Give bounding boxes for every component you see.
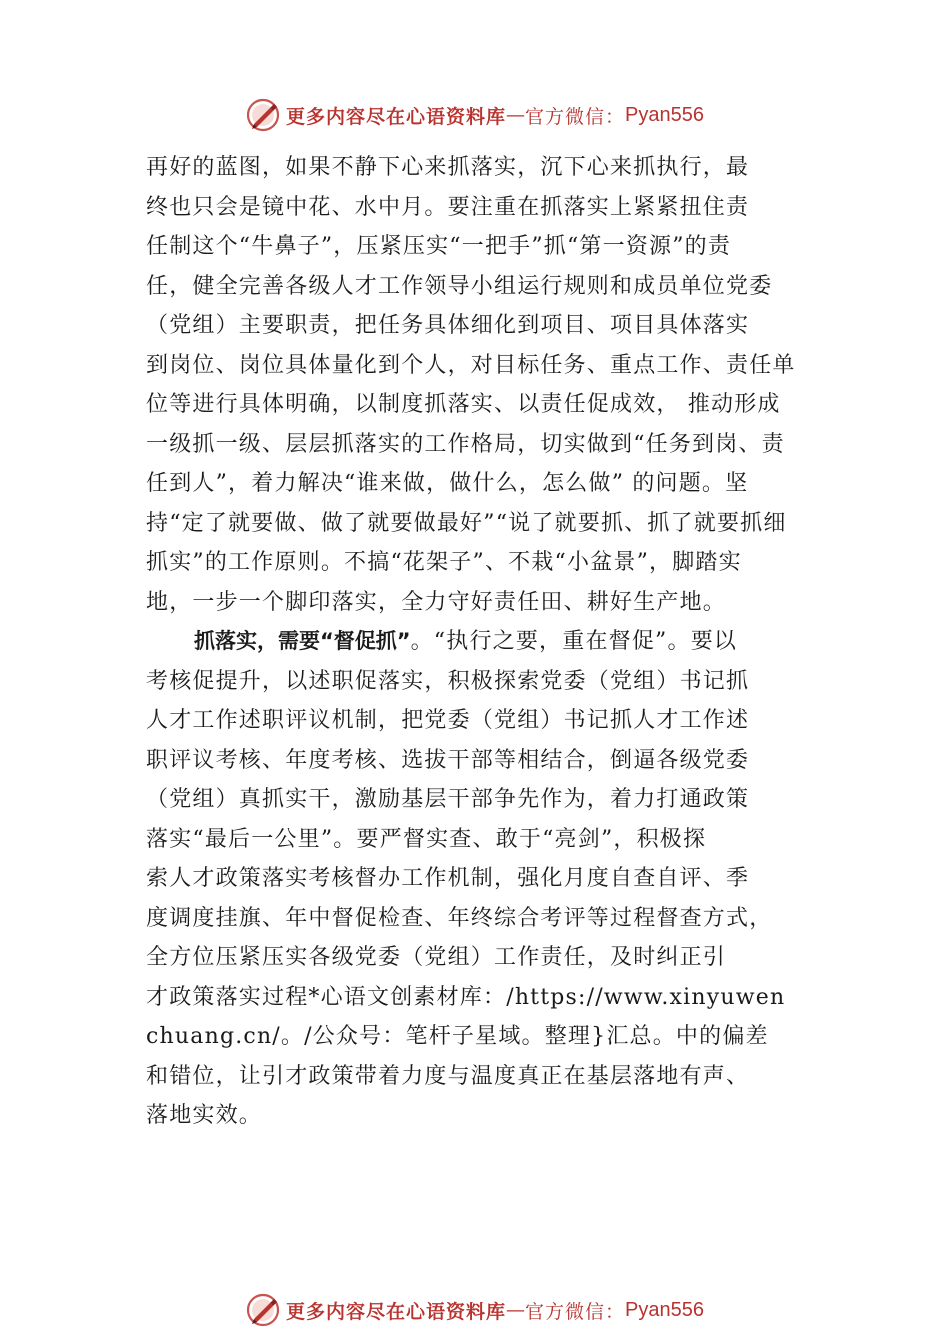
text-line: 任，健全完善各级人才工作领导小组运行规则和成员单位党委	[146, 273, 773, 299]
text-line: 任到人”，着力解决“谁来做，做什么，怎么做” 的问题。坚	[146, 471, 749, 496]
watermark-separator: —	[506, 1299, 526, 1321]
header-watermark	[0, 95, 950, 135]
text-line: 才政策落实过程*心语文创素材库：/https://www.xinyuwen	[146, 984, 786, 1010]
text-line: 终也只会是镜中花、水中月。要注重在抓落实上紧紧扭住责	[146, 194, 750, 220]
text-line: 到岗位、岗位具体量化到个人，对目标任务、重点工作、责任单	[146, 352, 796, 378]
wechat-id: Pyan556	[625, 103, 704, 126]
text-line: （党组）主要职责，把任务具体细化到项目、项目具体落实	[146, 313, 750, 338]
document-body	[146, 148, 826, 1136]
wechat-label: 官方微信：	[525, 1300, 626, 1323]
text-line: 全方位压紧压实各级党委（党组）工作责任，及时纠正引	[146, 945, 727, 970]
text-line: 再好的蓝图，如果不静下心来抓落实，沉下心来抓执行，最	[146, 155, 750, 180]
paragraph-heading-line	[146, 622, 826, 662]
text-line: 一级抓一级、层层抓落实的工作格局，切实做到“任务到岗、责	[146, 431, 785, 457]
text-line: 度调度挂旗、年中督促检查、年终综合考评等过程督查方式，	[146, 905, 773, 931]
paragraph-1	[146, 148, 826, 622]
text-line: 持“定了就要做、做了就要做最好”“说了就要抓、抓了就要抓细	[146, 510, 787, 536]
text-line: 和错位，让引才政策带着力度与温度真正在基层落地有声、	[146, 1063, 750, 1089]
text-line: 抓实”的工作原则。不搞“花架子”、不栽“小盆景”，脚踏实	[146, 550, 742, 575]
heading-continuation: 。“执行之要，重在督促”。要以	[410, 629, 738, 654]
text-line: 索人才政策落实考核督办工作机制，强化月度自查自评、季	[146, 866, 750, 891]
pen-logo-icon	[246, 98, 280, 132]
text-line: 考核促提升，以述职促落实，积极探索党委（党组）书记抓	[146, 668, 750, 694]
watermark-separator: —	[506, 104, 526, 126]
text-line: 任制这个“牛鼻子”，压紧压实“一把手”抓“第一资源”的责	[146, 234, 732, 259]
watermark-text: 更多内容尽在心语资料库	[286, 1300, 507, 1323]
text-line: chuang.cn/。/公众号：笔杆子星域。整理}汇总。中的偏差	[146, 1024, 769, 1049]
watermark-text: 更多内容尽在心语资料库	[286, 105, 507, 128]
text-line: 落实“最后一公里”。要严督实查、敢于“亮剑”，积极探	[146, 826, 707, 852]
paragraph-2	[146, 622, 826, 1136]
pen-logo-icon	[246, 1293, 280, 1327]
text-line: 位等进行具体明确，以制度抓落实、以责任促成效， 推动形成	[146, 392, 781, 417]
footer-watermark	[0, 1290, 950, 1330]
text-line: 人才工作述职评议机制，把党委（党组）书记抓人才工作述	[146, 708, 750, 733]
text-line: 职评议考核、年度考核、选拔干部等相结合，倒逼各级党委	[146, 747, 750, 773]
wechat-label: 官方微信：	[525, 105, 626, 128]
wechat-id: Pyan556	[625, 1298, 704, 1321]
text-line: （党组）真抓实干，激励基层干部争先作为，着力打通政策	[146, 787, 750, 812]
text-line: 地，一步一个脚印落实，全力守好责任田、耕好生产地。	[146, 589, 727, 615]
text-line: 落地实效。	[146, 1103, 263, 1128]
section-heading: 抓落实，需要“督促抓”	[194, 629, 411, 653]
